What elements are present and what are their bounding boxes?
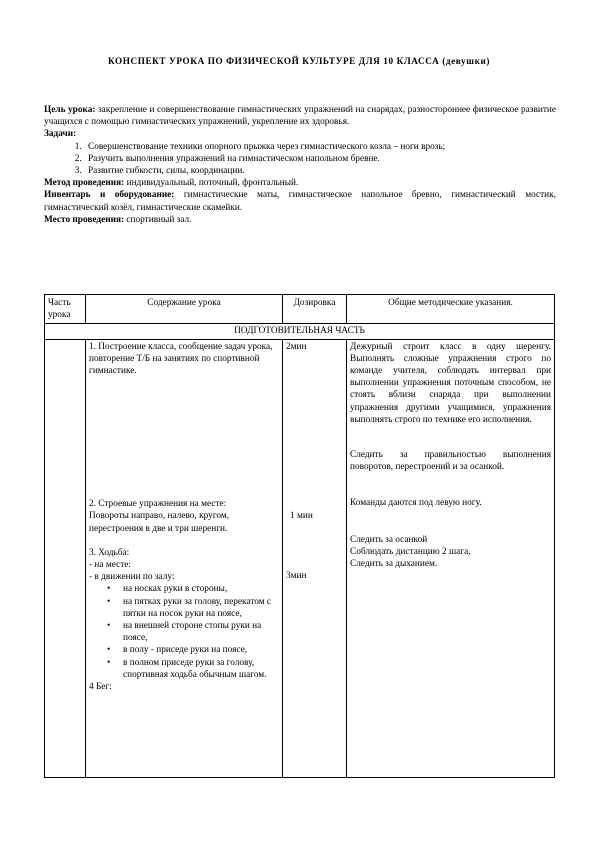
- list-item: • на носках руки в стороны,: [107, 584, 228, 595]
- bullet-icon: •: [107, 621, 111, 632]
- task-item: 2. Разучить выполнения упражнений на гимнастическом напольном бревне.: [84, 153, 556, 165]
- dose-cell: [283, 339, 347, 777]
- lesson-intro: [44, 104, 556, 226]
- equipment-paragraph: [44, 189, 556, 213]
- item2-note: Следить за правильностью выполнения поворотов, перестроений и за осанкой.: [350, 450, 551, 473]
- place-label: Место проведения:: [44, 214, 125, 225]
- bullet-icon: •: [107, 596, 111, 607]
- place-text: спортивный зал.: [124, 214, 192, 225]
- task-item: 3. Развитие гибкости, силы, координации.: [84, 165, 556, 177]
- moves-list: [89, 583, 279, 681]
- method-label: Метод проведения:: [44, 178, 125, 189]
- item3-place: - на месте:: [89, 560, 131, 571]
- table-header-row: [45, 295, 555, 324]
- equipment-text: гимнастические маты, гимнастическое напольное бревно, гимнастический мостик, гимнастический козёл, гимнастические скамейки.: [44, 190, 556, 213]
- item4-title: 4 Бег:: [89, 682, 112, 693]
- list-item: • в полу - приседе руки на поясе,: [107, 645, 248, 656]
- section-title: ПОДГОТОВИТЕЛЬНАЯ ЧАСТЬ: [45, 324, 555, 339]
- goal-text: закрепление и совершенствование гимнастических упражнений на снарядах, разностороннее физическое развитие учащихся с помощью гимнастических упражнений, укрепление их здоровья.: [44, 105, 556, 128]
- item1-dose: 2мин: [286, 341, 307, 352]
- goal-label: Цель урока:: [44, 105, 96, 115]
- item3-title: 3. Ходьба:: [89, 547, 130, 558]
- equipment-label: Инвентарь и оборудование:: [44, 190, 175, 201]
- item1-text: 1. Построение класса, сообщение задач урока, повторение Т/Б на занятиях по спортивной гимнастике.: [89, 341, 273, 377]
- item3-note-1: Следить за осанкой: [350, 534, 428, 545]
- item2-title: 2. Строевые упражнения на месте:: [89, 499, 227, 510]
- item2-text: Повороты направо, налево, кругом, перестроения в две и три шеренги.: [89, 511, 230, 534]
- notes-cell: [347, 339, 555, 777]
- item3-moving: - в движении по залу:: [89, 572, 175, 583]
- header-notes: Общие методические указания.: [347, 295, 555, 324]
- goal-paragraph: [44, 104, 556, 128]
- bullet-icon: •: [107, 584, 111, 595]
- item3-dose: 3мин: [286, 571, 307, 582]
- header-content: Содержание урока: [86, 295, 283, 324]
- header-part: Часть урока: [45, 295, 86, 324]
- header-dose: Дозировка: [283, 295, 347, 324]
- item3-note-place: Команды даются под левую ногу.: [350, 498, 482, 509]
- list-item: • в полном приседе руки за голову, спортивная ходьба обычным шагом.: [107, 657, 267, 680]
- method-paragraph: [44, 177, 556, 189]
- bullet-icon: •: [107, 657, 111, 668]
- item3-note-2: Соблюдать дистанцию 2 шага,: [350, 546, 471, 557]
- item1-note: Дежурный строит класс в одну шеренгу. Выполнять сложные упражнения строго по команде учителя, соблюдать интервал при выполнении упражнения поточным способом, не стоять вблизи снаряда при выполнении упражнения другими учащимися, упражнения выполнять строго по технике его исполнения.: [350, 341, 551, 425]
- table-row: [45, 339, 555, 777]
- item3-note-3: Следить за дыханием.: [350, 559, 438, 570]
- place-paragraph: [44, 214, 556, 226]
- list-item: • на пятках руки за голову, перекатом с пятки на носок руки на поясе,: [107, 596, 272, 619]
- bullet-icon: •: [107, 645, 111, 656]
- part-cell: [45, 339, 86, 777]
- content-cell: [86, 339, 283, 777]
- item2-dose: 1 мин: [290, 510, 313, 521]
- tasks-list: [44, 141, 556, 178]
- document-title: КОНСПЕКТ УРОКА ПО ФИЗИЧЕСКОЙ КУЛЬТУРЕ ДЛЯ 10 КЛАССА (девушки): [107, 56, 491, 66]
- section-row: [45, 324, 555, 339]
- method-text: индивидуальный, поточный, фронтальный.: [124, 178, 299, 189]
- tasks-label: Задачи:: [44, 129, 77, 140]
- task-item: 1. Совершенствование техники опорного прыжка через гимнастического козла – ноги врозь;: [84, 141, 556, 153]
- list-item: • на внешней стороне стопы руки на поясе,: [107, 621, 262, 644]
- lesson-table: [44, 294, 555, 778]
